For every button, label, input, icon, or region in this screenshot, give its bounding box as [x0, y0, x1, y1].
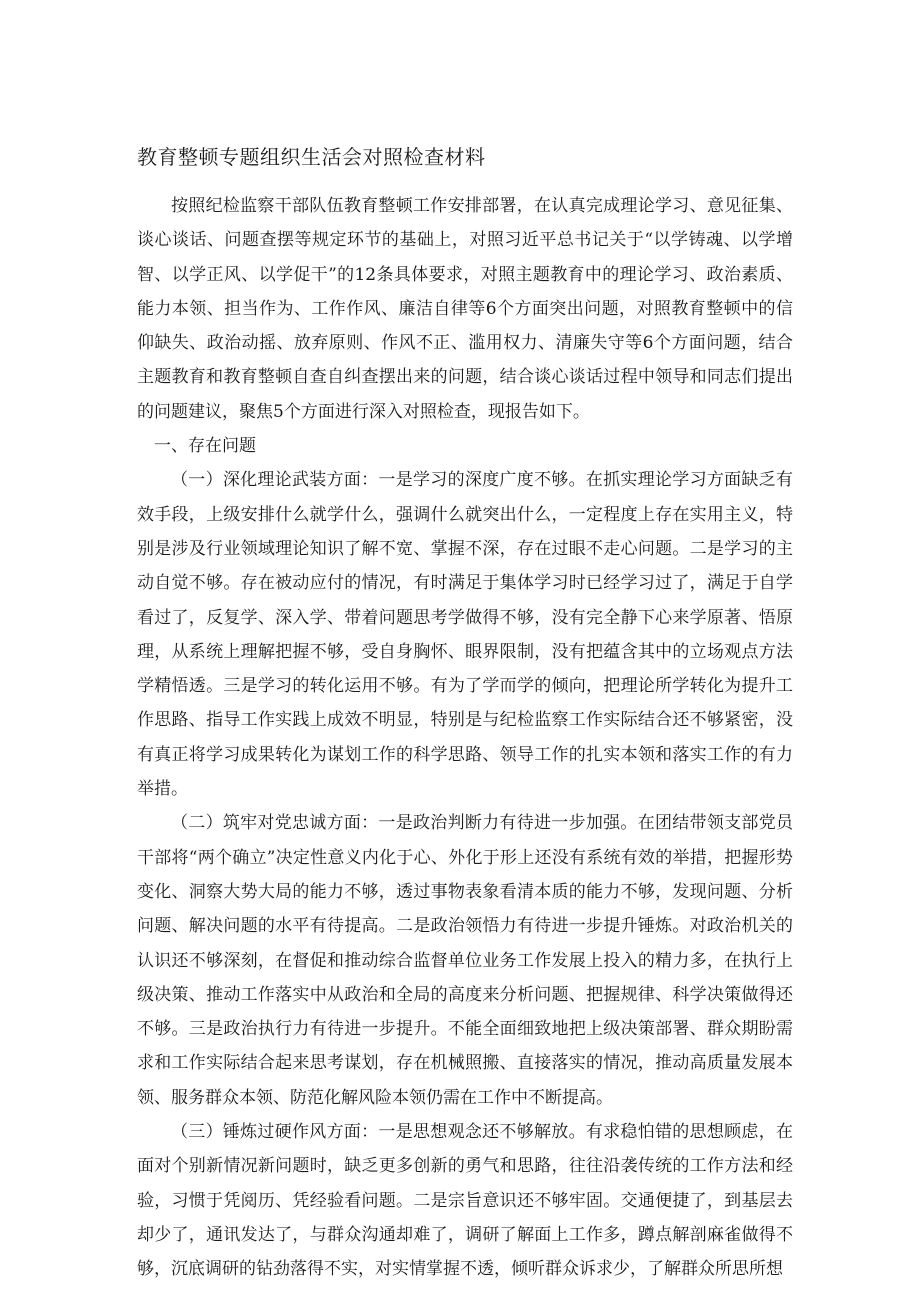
paragraph-theory-arming: （一）深化理论武装方面：一是学习的深度广度不够。在抓实理论学习方面缺乏有效手段，上级安排什么就学什么，强调什么就突出什么，一定程度上存在实用主义，特别是涉及行业领域理论知识了解不宽、掌握不深，存在过眼不走心问题。二是学习的主动自觉不够。存在被动应付的情况，有时满足于集体学习时已经学习过了，满足于自学看过了，反复学、深入学、带着问题思考学做得不够，没有完全静下心来学原著、悟原理，从系统上理解把握不够，受自身胸怀、眼界限制，没有把蕴含其中的立场观点方法学精悟透。三是学习的转化运用不够。有为了学而学的倾向，把理论所学转化为提升工作思路、指导工作实践上成效不明显，特别是与纪检监察工作实际结合还不够紧密，没有真正将学习成果转化为谋划工作的科学思路、领导工作的扎实本领和落实工作的有力举措。 [137, 470, 793, 800]
document-title: 教育整顿专题组织生活会对照检查材料 [137, 145, 486, 169]
paragraph-party-loyalty: （二）筑牢对党忠诚方面：一是政治判断力有待进一步加强。在团结带领支部党员干部将“两个确立”决定性意义内化于心、外化于形上还没有系统有效的举措，把握形势变化、洞察大势大局的能力不够，透过事物表象看清本质的能力不够，发现问题、分析问题、解决问题的水平有待提高。二是政治领悟力有待进一步提升锤炼。对政治机关的认识还不够深刻，在督促和推动综合监督单位业务工作发展上投入的精力多，在执行上级决策、推动工作落实中从政治和全局的高度来分析问题、把握规律、科学决策做得还不够。三是政治执行力有待进一步提升。不能全面细致地把上级决策部署、群众期盼需求和工作实际结合起来思考谋划，存在机械照搬、直接落实的情况，推动高质量发展本领、服务群众本领、防范化解风险本领仍需在工作中不断提高。 [137, 813, 793, 1108]
intro-paragraph: 按照纪检监察干部队伍教育整顿工作安排部署，在认真完成理论学习、意见征集、谈心谈话、问题查摆等规定环节的基础上，对照习近平总书记关于“以学铸魂、以学增智、以学正风、以学促干”的12条具体要求，对照主题教育中的理论学习、政治素质、能力本领、担当作为、工作作风、廉洁自律等6个方面突出问题，对照教育整顿中的信仰缺失、政治动摇、放弃原则、作风不正、滥用权力、清廉失守等6个方面问题，结合主题教育和教育整顿自查自纠查摆出来的问题，结合谈心谈话过程中领导和同志们提出的问题建议，聚焦5个方面进行深入对照检查，现报告如下。 [137, 196, 793, 422]
document-body [137, 189, 793, 1287]
paragraph-work-style: （三）锤炼过硬作风方面：一是思想观念还不够解放。有求稳怕错的思想顾虑，在面对个别新情况新问题时，缺乏更多创新的勇气和思路，往往沿袭传统的工作方法和经验，习惯于凭阅历、凭经验看问题。二是宗旨意识还不够牢固。交通便捷了，到基层去却少了，通讯发达了，与群众沟通却难了，调研了解面上工作多，蹲点解剖麻雀做得不够，沉底调研的钻劲落得不实，对实情掌握不透，倾听群众诉求少，了解群众所思所想 [137, 1122, 793, 1280]
section-heading-problems: 一、存在问题 [154, 436, 256, 457]
